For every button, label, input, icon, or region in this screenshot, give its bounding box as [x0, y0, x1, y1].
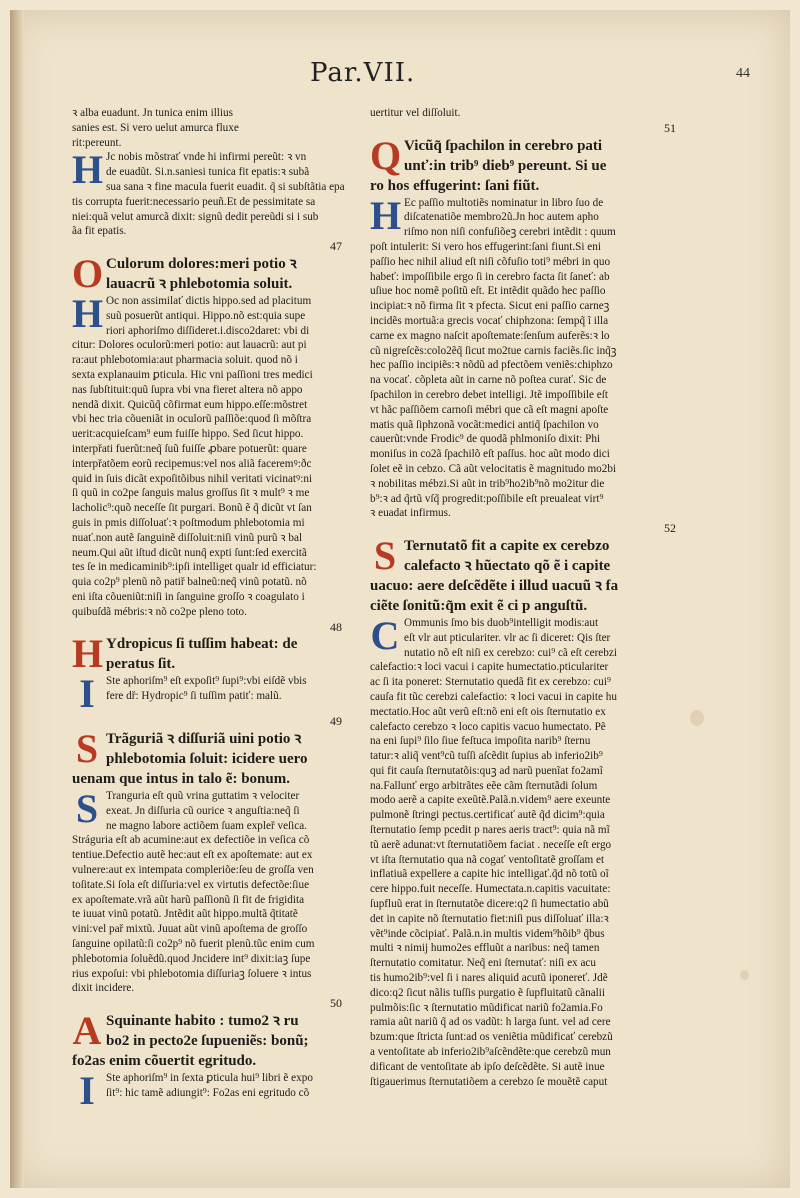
text-line: na eni ſupi⁹ ſilo ſiue feſtuca impoſita narib⁹ ſternu [370, 735, 591, 748]
text-line: ac ſi ita poneret: Sternutatio quedã fit ex cerebzo: cui⁹ [370, 676, 611, 689]
text-line: vulnere:aut ex intempata compleriõe:ſeu de groſſa ven [72, 864, 314, 877]
text-line: Trãguriã ꝛ diſſuriã uini potio ꝛ [106, 731, 302, 748]
text-line: cauerũt:vnde Frodic⁹ de quodã phlmoniſo dixit: Phi [370, 433, 601, 446]
text-line: matis quã ſiphzonã vocãt:medici antiq̃ ſpachilon vo [370, 418, 599, 431]
left-column [72, 106, 356, 1111]
text-line: de euadũt. Si.n.saniesi tunica fit epatis:ꝛ subã [106, 166, 310, 179]
folio-number: 44 [736, 66, 750, 81]
right-column [370, 106, 690, 1089]
aphorism-heading [72, 729, 356, 789]
text-line: vini:vel pař mixtũ. Juuat aũt vinũ apoſtema de groſſo [72, 923, 308, 936]
text-line: calefactio:ꝛ loci vacui i capite humectatio.pticulariter [370, 661, 609, 674]
text-line: poſt intulerit: Si vero hos effugerint:ſani fiunt.Si eni [370, 240, 601, 253]
text-line: vẽt⁹inde cõcipiať. Palã.n.in multis videm⁹hõib⁹ q̃bus [370, 927, 605, 940]
text-line: tes ſe in medicaminib⁹:ipſi intelliget qualr id efficiatur: [72, 561, 317, 574]
section-number: 49 [330, 714, 342, 729]
text-line: incipiat:ꝛ nõ firma ſit ꝛ pfecta. Sicut eni paſſio carneꝫ [370, 300, 610, 313]
text-line: tentiue.Defectio autẽ hec:aut eſt ex apoſtemate: aut ex [72, 849, 313, 862]
text-line: qui fit cauſa ſternutatõis:quꝫ ad narũ puenĩat fo2amĩ [370, 764, 603, 777]
text-line: na vocať. cõpleta aũt in carne nõ poſtea curať. Sic de [370, 374, 607, 387]
text-line: multi ꝛ nimij humo2es effluũt a naribus: neq̃ tamen [370, 942, 600, 955]
commentary-paragraph [72, 1071, 356, 1111]
text-line: nutatio nõ eſt niſi ex cerebzo: cui⁹ cã eſt cerebzi [404, 646, 617, 659]
decorated-initial: H [370, 195, 402, 238]
section-number: 47 [330, 239, 342, 254]
text-line: Tranguria eſt quũ vrina guttatim ꝛ velociter [106, 790, 300, 803]
commentary-paragraph [370, 196, 690, 522]
text-line: uertitur vel diſſoluit. [370, 107, 461, 119]
text-line: Stráguria eſt ab acumine:aut ex defectiõe in veſica cõ [72, 834, 310, 847]
decorated-initial: A [72, 1011, 102, 1054]
text-line: exeat. Jn diſſuria cũ ourice ꝛ anguſtia:neq̃ ſi [106, 804, 300, 817]
text-line: ramia aũt nariũ q̃ ad os vadũt: h larga ſunt. vel ad cere [370, 1016, 611, 1029]
text-line: niei:quã velut amurcã dixit: signũ dedit pereũdi si i sub [72, 210, 319, 223]
decorated-initial: H [72, 293, 104, 336]
text-line: suũ posuerũt antiqui. Hippo.nõ est:quia supe [106, 309, 306, 322]
text-line: ſpachilon in cerebro debet intelligi. Jtẽ impoſſibile eſt [370, 388, 608, 401]
text-line: neum.Qui aũt iſtud dicũt nunq̃ expti ſunt:ſed exercitã [72, 546, 307, 559]
text-line: ſit⁹: hic tamẽ adiungit⁹: Fo2as eni egritudo cõ [106, 1086, 310, 1099]
paper-stain [690, 710, 704, 726]
aphorism-heading [370, 136, 690, 196]
text-line: interpřatõem eorũ recipemus:vel nos aliã faceremꝰ:ðc [72, 457, 312, 470]
text-line: tis humo2ib⁹:vel ſi i nares aliquid acutũ iponereť. Jdẽ [370, 972, 608, 985]
text-line: Ommunis ſmo bis duob⁹intelligit modis:aut [404, 616, 599, 629]
text-line: pulmõis:ſic ꝛ ſternutatio mũdificat nariũ fo2amia.Fo [370, 1001, 603, 1014]
text-line: ſternutatio ſemp pcedit p nares aeris tract⁹: quia nã mĩ [370, 824, 610, 837]
text-line: Ste aphoriſm⁹ eſt expoſit⁹ ſupi⁹:vbi eiſdẽ vbis [106, 675, 307, 688]
aphorism-heading [370, 536, 690, 616]
text-line: riſmo non niſi confuſiõeꝫ cerebri intẽdit : quum [404, 226, 616, 239]
text-line: b⁹:ꝛ ad q̃rtũ vſq̃ progredit:poſſibile eſt preualeat virt⁹ [370, 492, 604, 505]
section-number: 48 [330, 619, 342, 634]
text-line: hec paſſio incipiẽs:ꝛ nõdũ ad pfectõem veniẽs:chiphzo [370, 359, 613, 372]
text-line: vt iſta ſternutatio qua nã cogať ventoſitatẽ groſſam et [370, 853, 605, 866]
text-line: lacholic⁹:quõ neceſſe ſit purgari. Bonũ ẽ q̃ dicũt vt ſan [72, 502, 312, 515]
text-line: uenam que intus in talo ẽ: bonum. [72, 771, 290, 788]
text-line: vbi hec tria cõueniãt in oculorũ paſſiõe:quod ſi mõſtra [72, 413, 312, 426]
text-line: moniſus in co2ã ſpachilõ eſt paſſus. hoc aũt modo dici [370, 448, 610, 461]
text-line: toſitate.Si ſola eſt diſſuria:vel ex virtutis defectõe:ſiue [72, 878, 310, 891]
text-line: bzum:que ſtricta ſunt:ad os veniẽtia mũdificať cerebzũ [370, 1031, 613, 1044]
commentary-paragraph [370, 106, 690, 121]
decorated-initial: S [373, 535, 397, 578]
aphorism-heading [72, 634, 356, 674]
text-line: Squinante habito : tumo2 ꝛ ru [106, 1013, 299, 1030]
decorated-initial: H [72, 150, 104, 193]
text-line: eni iſta cõueniũt:niſi in ſanguine groſſo ꝛ coagulato i [72, 590, 305, 603]
text-line: calefacto ꝛ hũectato qõ ẽ i capite [404, 557, 611, 574]
text-line: ſupfluũ erat in ſternutatõe dicere:q2 ſi humectatio abũ [370, 898, 609, 911]
paper-stain [740, 970, 749, 980]
text-line: inflatiuã expellere a capite hic intelligať.q̃d nõ totũ oĩ [370, 868, 609, 881]
text-line: bo2 in pecto2e ſupueniẽs: bonũ; [106, 1033, 309, 1050]
decorated-initial: S [75, 789, 99, 832]
text-line: dico:q2 ſicut nãlis tuſſis purgatio ẽ ſupfluitatũ cãnalii [370, 986, 605, 999]
text-line: peratus ſit. [106, 656, 176, 673]
text-line: det in capite nõ ſternutatio fiet:niſi pus diſſoluať illa:ꝛ [370, 912, 609, 925]
commentary-paragraph [72, 294, 356, 620]
text-line: modo aerẽ a capite exeũtẽ.Palã.n.videm⁹ aere exeunte [370, 794, 611, 807]
text-line: ꝛ alba euadunt. Jn tunica enim illius [72, 107, 233, 119]
text-line: vt hãc paſſiõem carnoſi mébri que cã eſt magni apoſte [370, 403, 609, 416]
section-number: 51 [664, 120, 676, 135]
commentary-paragraph [72, 150, 356, 239]
page-gutter [10, 10, 24, 1188]
text-line: Ternutatõ fit a capite ex cerebzo [404, 537, 610, 554]
text-line: incidẽs mortuã:a grecis vocať chiphzona: ſempq̃ ĩ illa [370, 314, 609, 327]
text-line: ciẽte ſonitũ:q̃m exit ẽ ci p anguſtũ. [370, 597, 588, 614]
commentary-paragraph [72, 106, 356, 150]
commentary-paragraph [370, 616, 690, 1090]
text-line: carne ex magno naſcit apoſtemate:ſenſum auferẽs:ꝛ lo [370, 329, 610, 342]
text-line: diſcatenatiõe membro2ũ.Jn hoc autem apho [404, 211, 599, 224]
text-line: ſtigauerimus ſternutatiõem a cerebzo ſe mouẽtẽ caput [370, 1075, 608, 1088]
text-line: ne magno labore actiõem ſuam expleř veſica. [106, 819, 307, 832]
text-line: uacuo: aere deſcẽdẽte i illud uacuũ ꝛ fa [370, 577, 619, 594]
text-line: nuať.non autẽ ſanguinẽ diſſoluit:niſi vinũ purũ ꝛ bal [72, 531, 303, 544]
section-number: 50 [330, 996, 342, 1011]
text-line: rius expoſui: vbi phlebotomia diſſuriaꝫ ſoluere ꝛ intus [72, 967, 312, 980]
text-line: sanies est. Si vero uelut amurca fluxe [72, 121, 239, 134]
text-line: riori aphoriſmo diſſideret.i.disco2daret: vbi di [106, 324, 310, 337]
text-line: phlebotomia ſoluit: icidere uero [106, 751, 308, 768]
text-line: ro hos effugerint: ſani fiũt. [370, 177, 540, 194]
text-line: rit:pereunt. [72, 136, 122, 149]
text-line: quibuſdã mébris:ꝛ nõ co2pe pleno toto. [72, 605, 247, 618]
text-line: citur: Dolores oculorũ:meri potio: aut lauacrũ: aut pi [72, 339, 307, 352]
text-line: lauacrũ ꝛ phlebotomia soluit. [106, 275, 293, 292]
text-line: dificant de ventoſitate ab ipſo deſcẽdẽte. Si autẽ inue [370, 1060, 605, 1073]
text-line: Ste aphoriſm⁹ in ſexta ꝑticula hui⁹ libri ẽ expo [106, 1072, 313, 1085]
text-line: unť:in trib⁹ dieb⁹ pereunt. Si ue [404, 157, 607, 174]
text-line: Ec paſſio multotiẽs nominatur in libro ſuo de [404, 196, 604, 209]
text-line: Ydropicus ſi tuſſim habeat: de [106, 636, 298, 653]
text-line: tis corrupta fuerit:necessario peuñ.Et de pessimitate sa [72, 195, 316, 208]
text-line: cere hippo.fuit neceſſe. Humectata.n.capitis vacuitate: [370, 883, 611, 896]
aphorism-heading [72, 1011, 356, 1071]
text-line: eſt vlr aut pticulariter. vlr ac ſi diceret: Qis ſter [404, 631, 611, 644]
text-line: guis in pmis diſſoluať:ꝛ poſtmodum phlebotomia mi [72, 516, 305, 529]
text-line: nendã dixit. Quicũq̃ cõfirmat eum hippo.eſſe:mõstret [72, 398, 308, 411]
text-line: a ventoſitate ab inferio2ib⁹aſcẽndẽte:que cerebzũ mun [370, 1046, 611, 1059]
decorated-initial: O [72, 253, 104, 294]
running-head: Par.VII. [310, 58, 416, 88]
text-line: ex apoſtemate.vrã aũt harũ paſſionũ ſi fit de frigidita [72, 893, 305, 906]
text-line: te iuuat vinũ potatũ. Jntẽdit aũt hippo.multã q̃titatẽ [72, 908, 298, 921]
text-line: ſi quũ in co2pe ſanguis malus groſſus ſit ꝛ mult⁹ ꝛ me [72, 487, 310, 500]
text-line: cauſa fit tũc cerebzi calefactio: ꝛ loci vacui in capite hu [370, 690, 617, 703]
text-line: fo2as enim cõuertit egritudo. [72, 1053, 257, 1070]
text-line: ſanguine opilatũ:ſi co2p⁹ nõ fuerit plenũ.tũc enim cum [72, 938, 315, 951]
decorated-initial: I [79, 1071, 95, 1112]
decorated-initial: H [72, 634, 104, 675]
text-line: ſolet eẽ in cebzo. Cã aũt velocitatis ẽ magnitudo mo2bi [370, 462, 617, 475]
text-line: pulmonẽ ſtringi pectus.certificať autẽ q̃d dicim⁹:quia [370, 809, 605, 822]
text-line: nas ſubſtituit:quũ ſupra vbi vna fieret altera nõ appo [72, 383, 303, 396]
text-line: cũ nigreſcẽs:colo2ẽq̃ ſicut mo2tue carnis faciẽs.ſic inq̃ꝫ [370, 344, 617, 357]
text-line: tũ aerẽ adunat:vt ſternutatiõem faciat . neceſſe eſt ergo [370, 838, 612, 851]
text-line: na.Fallunť ergo arbitrãtes eẽe cãm ſternutãdi ſolum [370, 779, 598, 792]
text-line: fere dř: Hydropic⁹ ſi tuſſim patiť: malũ. [106, 690, 282, 703]
text-line: uſiue hoc nomẽ poſitũ eſt. Et intẽdit quãdo hec paſſio [370, 285, 606, 298]
decorated-initial: C [370, 615, 400, 658]
text-line: tatur:ꝛ aliq̃ vent⁹cũ tuſſi aſcẽdit ſupius ab inferio2ib⁹ [370, 750, 603, 763]
commentary-paragraph [72, 789, 356, 996]
commentary-paragraph [72, 674, 356, 714]
text-line: habeť: impoſſibile ergo ſi in cerebro facta ſit ſaneť: ab [370, 270, 610, 283]
text-line: sexta explanauim ꝑticula. Hic vni paſſioni tres medici [72, 368, 313, 381]
text-line: sua sana ꝛ fine macula fuerit euadit. q̃ si subſtãtia epa [106, 180, 345, 193]
text-line: ꝛ euadat infirmus. [370, 507, 451, 520]
section-number: 52 [664, 521, 676, 536]
text-line: paſſio hec nihil aliud eſt niſi cõfuſio toti⁹ mébri in quo [370, 255, 611, 268]
text-line: ra:aut phlebotomia:aut pharmacia soluit. quod nõ i [72, 354, 298, 367]
decorated-initial: Q [370, 135, 402, 178]
decorated-initial: S [75, 729, 99, 772]
text-line: Jc nobis mõstrať vnde hi infirmi pereũt: ꝛ vn [106, 151, 307, 164]
text-line: ãa fit epatis. [72, 225, 127, 238]
text-line: dixit incidere. [72, 982, 135, 995]
text-line: Vicũq̃ ſpachilon in cerebro pati [404, 137, 603, 154]
text-line: quia co2p⁹ plenũ nõ patiř balneũ:neq̃ vinũ potatũ. nõ [72, 576, 307, 589]
text-line: ꝛ nobilitas mébzi.Si aũt in trib⁹ho2ib⁹nõ mo2itur die [370, 477, 605, 490]
text-line: interpřati fuerũt:neq̃ ſuũ fuiſſe ꝓbare potuerũt: quare [72, 442, 307, 455]
text-line: quid in ſuis dicãt expoſitõibus nihil veritati vicinatꝰ:ni [72, 472, 313, 485]
text-line: phlebotomia ſoluẽdũ.quod Jncidere int⁹ dixit:iaꝫ ſupe [72, 952, 311, 965]
book-page [10, 10, 790, 1188]
text-line: uerit:acquieſcam⁹ eum fuiſſe hippo. Sed ſicut hippo. [72, 428, 304, 441]
text-line: calefacto cerebzo ꝛ loco capitis vacuo humectato. Pẽ [370, 720, 606, 733]
text-line: Culorum dolores:meri potio ꝛ [106, 255, 297, 272]
text-line: mectatio.Hoc aũt verũ eſt:nõ eni eſt ois ſternutatio ex [370, 705, 606, 718]
text-line: ſternutatio comitatur. Neq̃ eni ſternutať: niſi ex acu [370, 957, 596, 970]
decorated-initial: I [79, 674, 95, 715]
aphorism-heading [72, 254, 356, 294]
text-line: Oc non assimilať dictis hippo.sed ad placitum [106, 294, 312, 307]
